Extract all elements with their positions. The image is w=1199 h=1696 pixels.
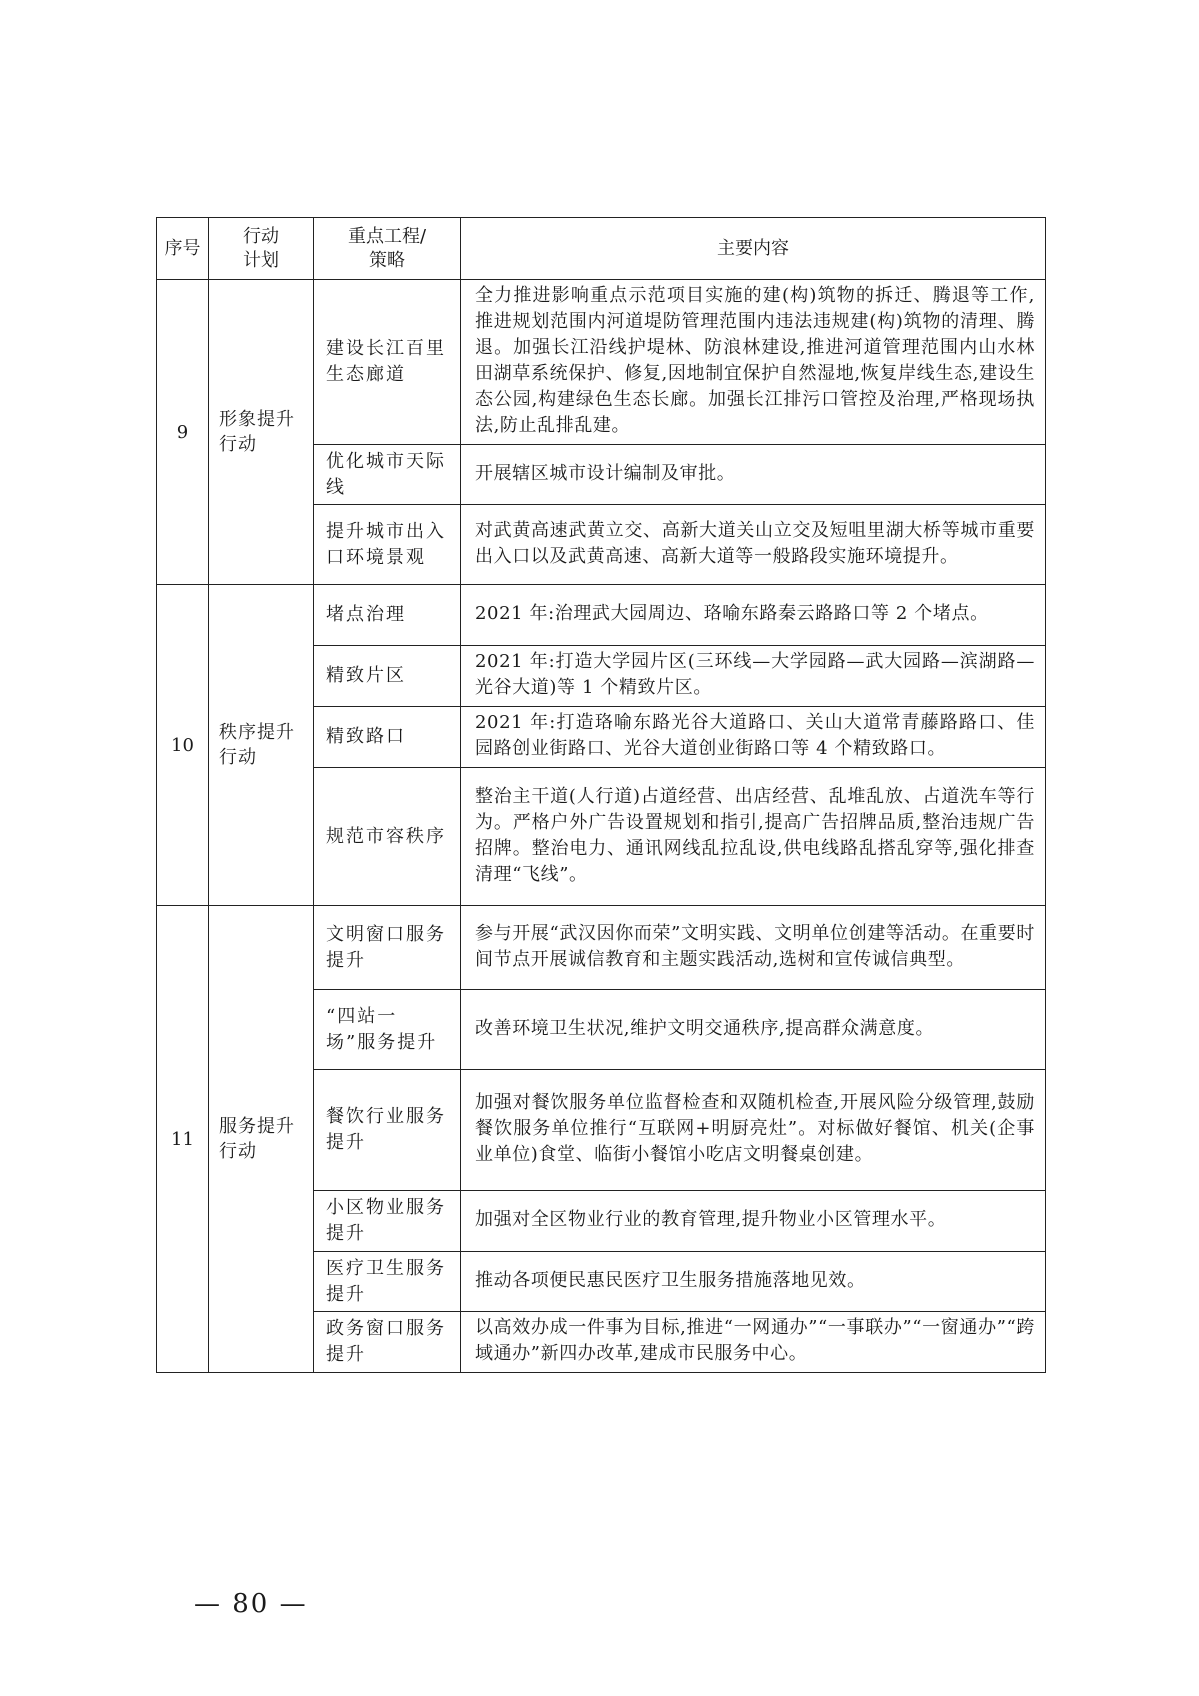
project-cell: 文明窗口服务提升 — [314, 906, 461, 990]
action-plan-cell: 服务提升行动 — [209, 906, 314, 1373]
content-cell: 参与开展“武汉因你而荣”文明实践、文明单位创建等活动。在重要时间节点开展诚信教育和主题实践活动,选树和宣传诚信典型。 — [461, 906, 1046, 990]
content-cell: 加强对全区物业行业的教育管理,提升物业小区管理水平。 — [461, 1191, 1046, 1252]
content-cell: 整治主干道(人行道)占道经营、出店经营、乱堆乱放、占道洗车等行为。严格户外广告设置规划和指引,提高广告招牌品质,整治违规广告招牌。整治电力、通讯网线乱拉乱设,供电线路乱搭乱穿等,强化排查清理“飞线”。 — [461, 768, 1046, 906]
seq-cell: 10 — [157, 585, 209, 906]
header-row — [157, 218, 1046, 280]
header-project-text: 重点工程/ 策略 — [347, 225, 427, 271]
action-plan-cell: 形象提升行动 — [209, 280, 314, 585]
action-plan-cell: 秩序提升行动 — [209, 585, 314, 906]
project-cell: 医疗卫生服务提升 — [314, 1252, 461, 1312]
header-seq: 序号 — [157, 218, 209, 280]
content-cell: 以高效办成一件事为目标,推进“一网通办”“一事联办”“一窗通办”“跨域通办”新四办改革,建成市民服务中心。 — [461, 1312, 1046, 1373]
content-cell: 2021 年:打造大学园片区(三环线—大学园路—武大园路—滨湖路—光谷大道)等 1 个精致片区。 — [461, 646, 1046, 707]
project-cell: 小区物业服务提升 — [314, 1191, 461, 1252]
content-cell: 全力推进影响重点示范项目实施的建(构)筑物的拆迁、腾退等工作,推进规划范围内河道堤防管理范围内违法违规建(构)筑物的清理、腾退。加强长江沿线护堤林、防浪林建设,推进河道管理范围内山水林田湖草系统保护、修复,因地制宜保护自然湿地,恢复岸线生态,建设生态公园,构建绿色生态长廊。加强长江排污口管控及治理,严格现场执法,防止乱排乱建。 — [461, 280, 1046, 445]
project-cell: 规范市容秩序 — [314, 768, 461, 906]
content-cell: 加强对餐饮服务单位监督检查和双随机检查,开展风险分级管理,鼓励餐饮服务单位推行“互联网+明厨亮灶”。对标做好餐馆、机关(企事业单位)食堂、临街小餐馆小吃店文明餐桌创建。 — [461, 1070, 1046, 1191]
content-cell: 2021 年:治理武大园周边、珞喻东路秦云路路口等 2 个堵点。 — [461, 585, 1046, 646]
project-cell: 提升城市出入口环境景观 — [314, 505, 461, 585]
page-number: — 80 — — [194, 1589, 308, 1619]
content-cell: 开展辖区城市设计编制及审批。 — [461, 445, 1046, 505]
table-row — [157, 280, 1046, 445]
project-cell: 精致路口 — [314, 707, 461, 768]
project-cell: 政务窗口服务提升 — [314, 1312, 461, 1373]
project-cell: 精致片区 — [314, 646, 461, 707]
table-row — [157, 906, 1046, 990]
seq-cell: 11 — [157, 906, 209, 1373]
header-action — [209, 218, 314, 280]
project-cell: 堵点治理 — [314, 585, 461, 646]
header-project — [314, 218, 461, 280]
content-cell: 2021 年:打造珞喻东路光谷大道路口、关山大道常青藤路路口、佳园路创业街路口、光谷大道创业街路口等 4 个精致路口。 — [461, 707, 1046, 768]
table-body — [157, 280, 1046, 1373]
project-cell: 餐饮行业服务提升 — [314, 1070, 461, 1191]
table-row — [157, 585, 1046, 646]
content-cell: 推动各项便民惠民医疗卫生服务措施落地见效。 — [461, 1252, 1046, 1312]
seq-cell: 9 — [157, 280, 209, 585]
header-action-text: 行动 计划 — [243, 225, 279, 271]
header-content: 主要内容 — [461, 218, 1046, 280]
project-cell: 建设长江百里生态廊道 — [314, 280, 461, 445]
content-cell: 改善环境卫生状况,维护文明交通秩序,提高群众满意度。 — [461, 990, 1046, 1070]
main-table — [156, 217, 1046, 1373]
project-cell: 优化城市天际线 — [314, 445, 461, 505]
content-cell: 对武黄高速武黄立交、高新大道关山立交及短咀里湖大桥等城市重要出入口以及武黄高速、高新大道等一般路段实施环境提升。 — [461, 505, 1046, 585]
project-cell: “四站一场”服务提升 — [314, 990, 461, 1070]
